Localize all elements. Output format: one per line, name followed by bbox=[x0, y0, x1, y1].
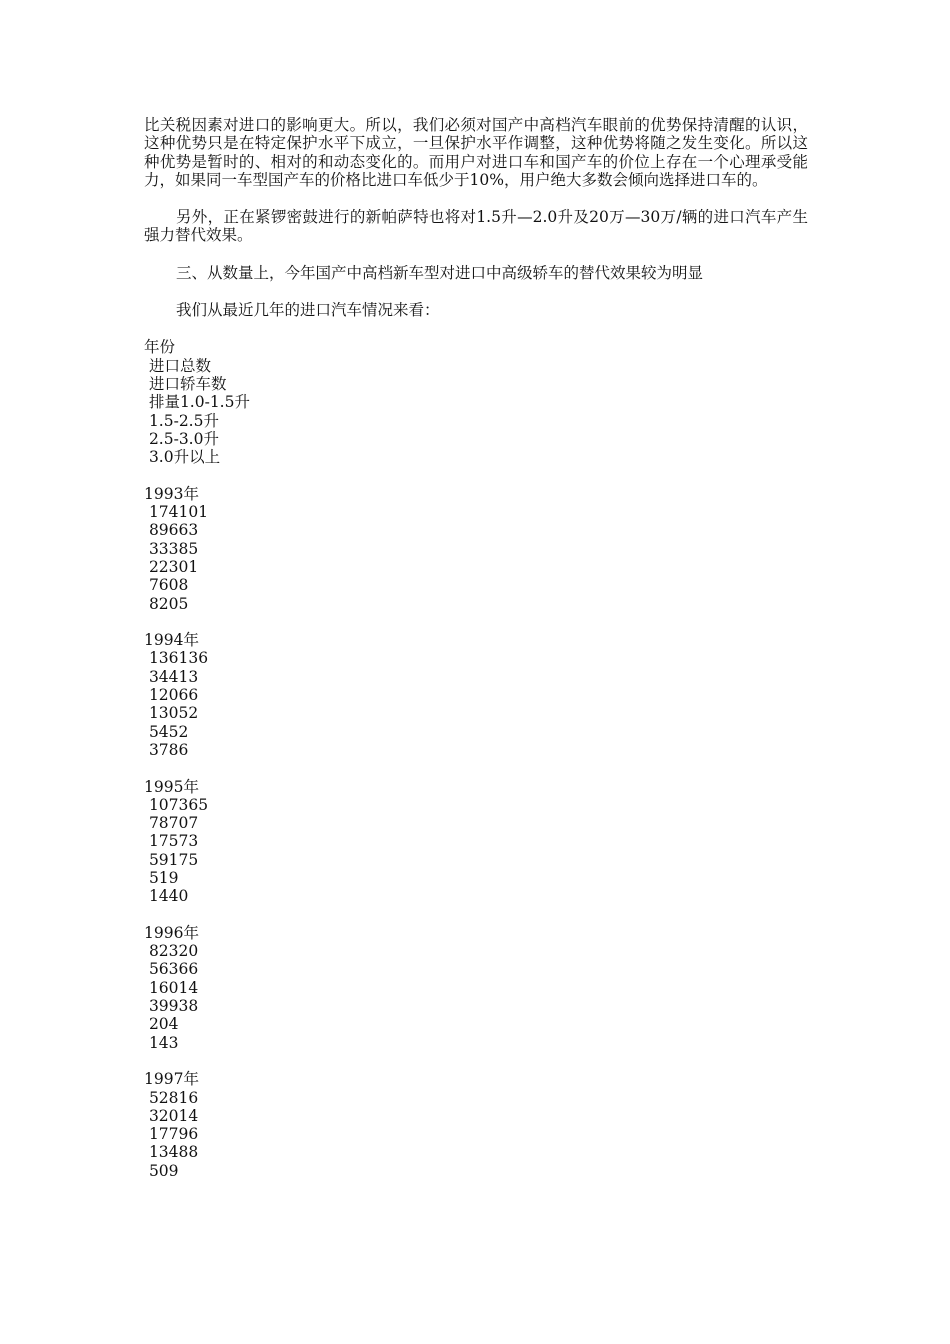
cell-value: 33385 bbox=[148, 539, 199, 558]
paragraph-intro-table: 我们从最近几年的进口汽车情况来看： bbox=[176, 301, 440, 320]
import-table bbox=[144, 338, 808, 1180]
table-row bbox=[144, 924, 808, 1052]
cell-value: 52816 bbox=[148, 1088, 199, 1107]
cell-year: 1996年 bbox=[144, 923, 199, 942]
section-heading-quantity: 三、从数量上，今年国产中高档新车型对进口中高级轿车的替代效果较为明显 bbox=[176, 263, 704, 282]
cell-value: 78707 bbox=[148, 814, 199, 833]
table-row bbox=[144, 631, 808, 759]
cell-value: 32014 bbox=[148, 1106, 199, 1125]
cell-value: 143 bbox=[148, 1033, 179, 1052]
cell-value: 82320 bbox=[148, 942, 199, 961]
cell-value: 204 bbox=[148, 1015, 179, 1034]
cell-value: 89663 bbox=[148, 521, 199, 540]
cell-year: 1994年 bbox=[144, 631, 199, 650]
header-car-imports: 进口轿车数 bbox=[148, 374, 227, 393]
table-row bbox=[144, 1070, 808, 1180]
cell-value: 13052 bbox=[148, 704, 199, 723]
cell-value: 8205 bbox=[148, 594, 189, 613]
cell-value: 17796 bbox=[148, 1125, 199, 1144]
cell-value: 59175 bbox=[148, 850, 199, 869]
cell-value: 519 bbox=[148, 868, 179, 887]
header-displacement-1-5-2-5: 1.5-2.5升 bbox=[148, 411, 219, 430]
cell-value: 34413 bbox=[148, 667, 199, 686]
cell-value: 7608 bbox=[148, 576, 189, 595]
table-row bbox=[144, 485, 808, 613]
cell-value: 39938 bbox=[148, 997, 199, 1016]
cell-value: 174101 bbox=[148, 503, 209, 522]
cell-value: 12066 bbox=[148, 686, 199, 705]
header-displacement-1-0-1-5: 排量1.0-1.5升 bbox=[148, 393, 250, 412]
header-year: 年份 bbox=[144, 338, 176, 357]
cell-value: 107365 bbox=[148, 795, 209, 814]
paragraph-tariff-impact: 比关税因素对进口的影响更大。所以，我们必须对国产中高档汽车眼前的优势保持清醒的认识，这种优势只是在特定保护水平下成立，一旦保护水平作调整，这种优势将随之发生变化。所以这种优势是暂时的、相对的和动态变化的。而用户对进口车和国产车的价位上存在一个心理承受能力，如果同一车型国产车的价格比进口车低少于10%，用户绝大多数会倾向选择进口车的。 bbox=[144, 116, 808, 189]
cell-value: 3786 bbox=[148, 740, 189, 759]
header-total-imports: 进口总数 bbox=[148, 356, 211, 375]
table-header bbox=[144, 338, 808, 466]
cell-value: 16014 bbox=[148, 978, 199, 997]
document-page bbox=[144, 116, 808, 1198]
cell-year: 1997年 bbox=[144, 1070, 199, 1089]
cell-value: 22301 bbox=[148, 557, 199, 576]
header-displacement-3-0-plus: 3.0升以上 bbox=[148, 448, 221, 467]
cell-value: 136136 bbox=[148, 649, 209, 668]
paragraph-new-passat: 另外，正在紧锣密鼓进行的新帕萨特也将对1.5升—2.0升及20万—30万/辆的进口汽车产生强力替代效果。 bbox=[144, 208, 808, 245]
cell-year: 1995年 bbox=[144, 777, 199, 796]
table-row bbox=[144, 778, 808, 906]
cell-value: 509 bbox=[148, 1161, 179, 1180]
cell-value: 56366 bbox=[148, 960, 199, 979]
cell-year: 1993年 bbox=[144, 484, 199, 503]
cell-value: 1440 bbox=[148, 887, 189, 906]
cell-value: 13488 bbox=[148, 1143, 199, 1162]
cell-value: 5452 bbox=[148, 722, 189, 741]
header-displacement-2-5-3-0: 2.5-3.0升 bbox=[148, 429, 219, 448]
cell-value: 17573 bbox=[148, 832, 199, 851]
